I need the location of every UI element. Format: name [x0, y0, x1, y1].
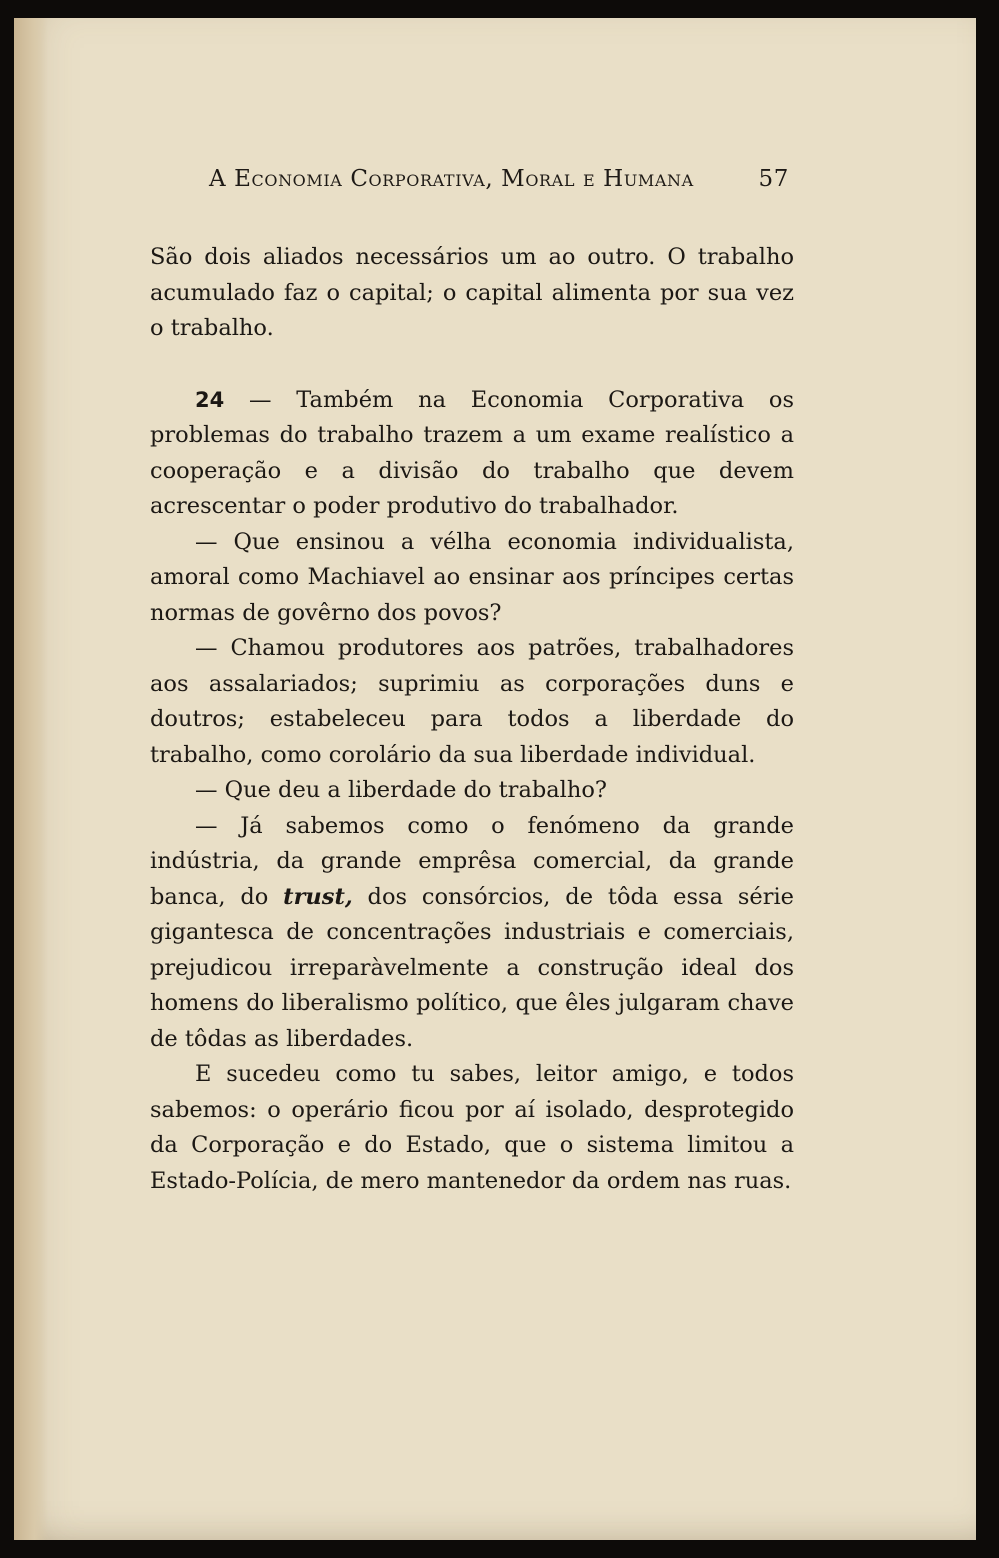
body-text	[150, 240, 794, 1199]
paragraph: São dois aliados necessários um ao outro. O trabalho acumulado faz o capital; o capital alimenta por sua vez o trabalho.	[150, 244, 794, 341]
paragraph-text: — Também na Economia Corporativa os problemas do trabalho trazem a um exame realístico a cooperação e a divisão do trabalho que devem acrescentar o poder produtivo do trabalhador.	[150, 386, 794, 519]
book-page	[14, 18, 976, 1540]
paragraph	[150, 809, 794, 1058]
paragraph: — Chamou produtores aos patrões, trabalhadores aos assalariados; suprimiu as corporações duns e doutros; estabeleceu para todos a liberdade do trabalho, como corolário da sua liberdade individual.	[150, 635, 794, 768]
running-header	[209, 166, 789, 210]
paragraph-text: dos consórcios, de tôda essa série gigantesca de concentrações industriais e comerciais, prejudicou irreparàvelmente a construção ideal dos homens do liberalismo político, que êles julgaram chave de tôdas as liberdades.	[150, 883, 794, 1052]
italic-term: trust,	[283, 883, 353, 910]
paragraph: — Que ensinou a vélha economia individualista, amoral como Machiavel ao ensinar aos príncipes certas normas de govêrno dos povos?	[150, 528, 794, 626]
page-number: 57	[758, 166, 789, 192]
section-number: 24	[195, 387, 225, 412]
running-title: A Economia Corporativa, Moral e Humana	[209, 166, 694, 192]
paragraph: E sucedeu como tu sabes, leitor amigo, e todos sabemos: o operário ficou por aí isolado, desprotegido da Corporação e do Estado, que o sistema limitou a Estado-Polícia, de mero mantenedor da ordem nas ruas.	[150, 1061, 794, 1194]
section-paragraph	[150, 383, 794, 525]
paragraph-text: — Já sabemos como o fenómeno da grande indústria, da grande emprêsa comercial, da grande banca, do	[150, 812, 794, 910]
page-gutter-shadow	[14, 18, 48, 1540]
paragraph: — Que deu a liberdade do trabalho?	[195, 777, 607, 803]
